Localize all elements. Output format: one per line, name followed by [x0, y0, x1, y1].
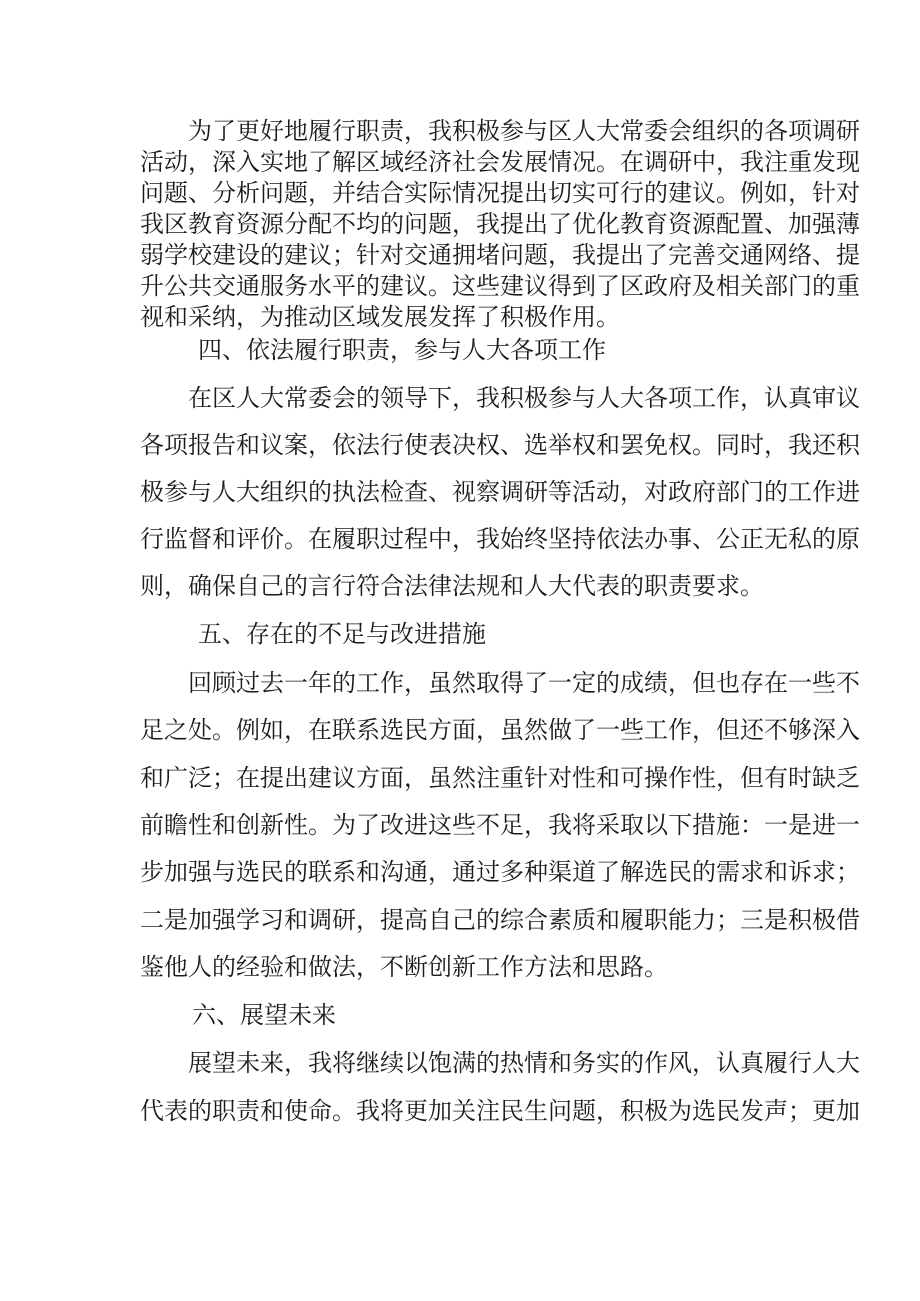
paragraph-line: 活动，深入实地了解区域经济社会发展情况。在调研中，我注重发现 — [140, 148, 860, 176]
paragraph-line: 视和采纳，为推动区域发展发挥了积极作用。 — [140, 303, 620, 331]
paragraph-line: 我区教育资源分配不均的问题，我提出了优化教育资源配置、加强薄 — [140, 210, 860, 238]
paragraph-line: 二是加强学习和调研，提高自己的综合素质和履职能力；三是积极借 — [140, 906, 860, 934]
section-heading-four: 四、依法履行职责，参与人大各项工作 — [198, 336, 606, 364]
paragraph-line: 鉴他人的经验和做法，不断创新工作方法和思路。 — [140, 953, 668, 981]
paragraph-line: 为了更好地履行职责，我积极参与区人大常委会组织的各项调研 — [188, 117, 860, 145]
paragraph-line: 则，确保自己的言行符合法律法规和人大代表的职责要求。 — [140, 572, 764, 600]
paragraph-line: 和广泛；在提出建议方面，虽然注重针对性和可操作性，但有时缺乏 — [140, 764, 860, 792]
paragraph-line: 展望未来，我将继续以饱满的热情和务实的作风，认真履行人大 — [188, 1049, 860, 1077]
paragraph-line: 足之处。例如，在联系选民方面，虽然做了一些工作，但还不够深入 — [140, 716, 860, 744]
paragraph-line: 升公共交通服务水平的建议。这些建议得到了区政府及相关部门的重 — [140, 272, 860, 300]
section-heading-five: 五、存在的不足与改进措施 — [198, 620, 486, 648]
paragraph-line: 弱学校建设的建议；针对交通拥堵问题，我提出了完善交通网络、提 — [140, 241, 860, 269]
paragraph-line: 在区人大常委会的领导下，我积极参与人大各项工作，认真审议 — [188, 384, 860, 412]
paragraph-line: 前瞻性和创新性。为了改进这些不足，我将采取以下措施：一是进一 — [140, 811, 860, 839]
paragraph-line: 各项报告和议案，依法行使表决权、选举权和罢免权。同时，我还积 — [140, 431, 860, 459]
section-heading-six: 六、展望未来 — [192, 1001, 336, 1029]
paragraph-line: 极参与人大组织的执法检查、视察调研等活动，对政府部门的工作进 — [140, 478, 860, 506]
paragraph-line: 回顾过去一年的工作，虽然取得了一定的成绩，但也存在一些不 — [188, 669, 860, 697]
paragraph-line: 代表的职责和使命。我将更加关注民生问题，积极为选民发声；更加 — [140, 1097, 860, 1125]
paragraph-line: 行监督和评价。在履职过程中，我始终坚持依法办事、公正无私的原 — [140, 525, 860, 553]
paragraph-line: 问题、分析问题，并结合实际情况提出切实可行的建议。例如，针对 — [140, 179, 860, 207]
paragraph-line: 步加强与选民的联系和沟通，通过多种渠道了解选民的需求和诉求； — [140, 858, 860, 886]
